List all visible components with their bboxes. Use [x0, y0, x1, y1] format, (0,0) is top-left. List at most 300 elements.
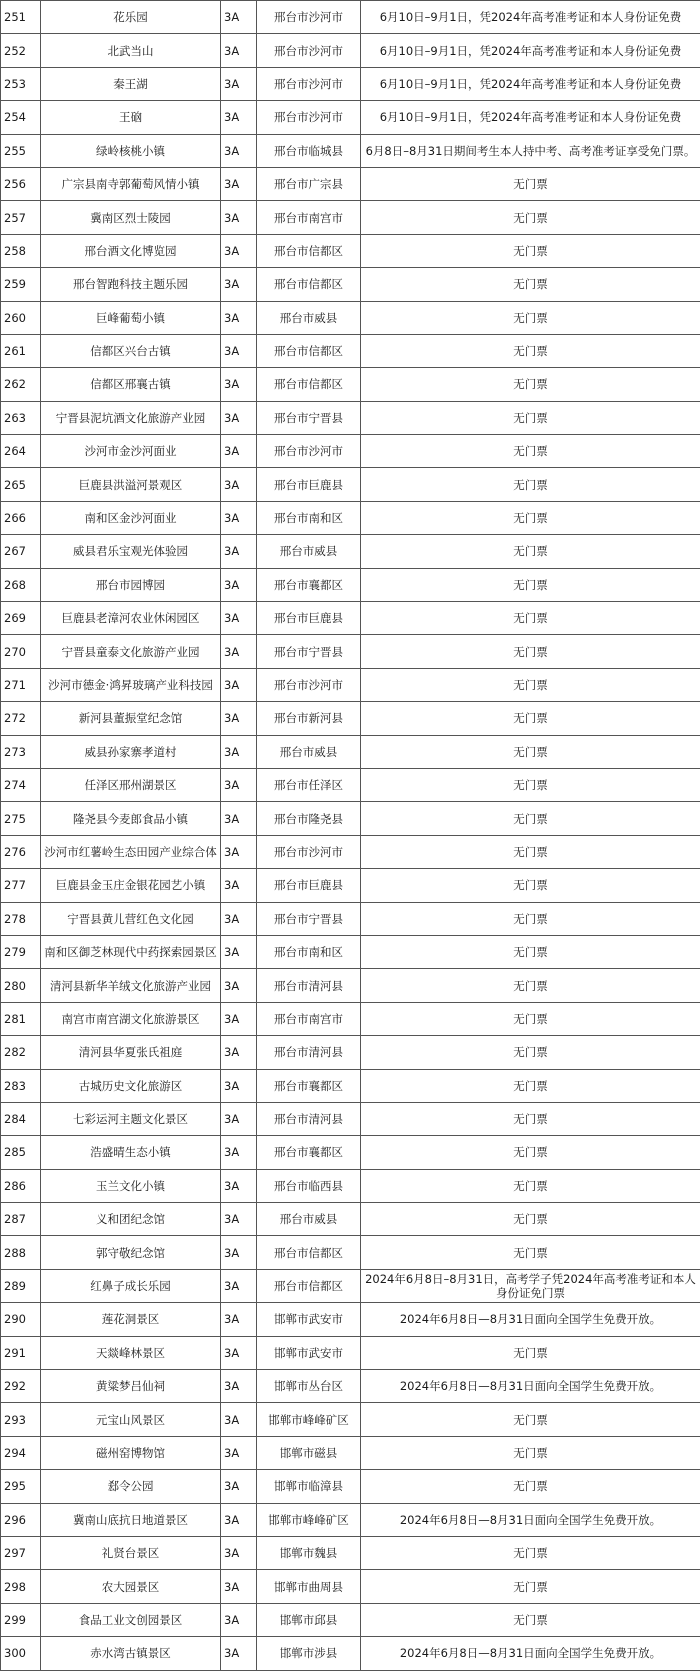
- ticket-policy-cell: 无门票: [361, 501, 700, 534]
- row-number-cell: 287: [1, 1203, 41, 1236]
- scenic-name-cell: 绿岭核桃小镇: [41, 134, 221, 167]
- scenic-name-cell: 天燚峰林景区: [41, 1336, 221, 1369]
- scenic-name-cell: 义和团纪念馆: [41, 1203, 221, 1236]
- scenic-level-cell: 3A: [221, 802, 257, 835]
- row-number-cell: 292: [1, 1370, 41, 1403]
- scenic-location-cell: 邢台市襄都区: [257, 568, 361, 601]
- scenic-location-cell: 邢台市南宫市: [257, 201, 361, 234]
- scenic-level-cell: 3A: [221, 1637, 257, 1670]
- row-number-cell: 261: [1, 334, 41, 367]
- scenic-level-cell: 3A: [221, 1336, 257, 1369]
- scenic-level-cell: 3A: [221, 1102, 257, 1135]
- ticket-policy-cell: 2024年6月8日–8月31日，高考学子凭2024年高考准考证和本人身份证免门票: [361, 1269, 700, 1302]
- table-row: [1, 1, 700, 34]
- ticket-policy-cell: 无门票: [361, 234, 700, 267]
- table-row: [1, 1637, 700, 1670]
- scenic-level-cell: 3A: [221, 735, 257, 768]
- row-number-cell: 270: [1, 635, 41, 668]
- scenic-name-cell: 任泽区邢州湖景区: [41, 768, 221, 801]
- ticket-policy-cell: 无门票: [361, 401, 700, 434]
- row-number-cell: 280: [1, 969, 41, 1002]
- table-row: [1, 1403, 700, 1436]
- scenic-name-cell: 磁州窑博物馆: [41, 1436, 221, 1469]
- row-number-cell: 273: [1, 735, 41, 768]
- ticket-policy-cell: 无门票: [361, 1069, 700, 1102]
- scenic-location-cell: 邢台市沙河市: [257, 835, 361, 868]
- scenic-name-cell: 巨鹿县老漳河农业休闲园区: [41, 602, 221, 635]
- scenic-name-cell: 冀南区烈士陵园: [41, 201, 221, 234]
- table-row: [1, 268, 700, 301]
- table-row: [1, 568, 700, 601]
- table-row: [1, 969, 700, 1002]
- row-number-cell: 263: [1, 401, 41, 434]
- scenic-name-cell: 邢台市园博园: [41, 568, 221, 601]
- ticket-policy-cell: 无门票: [361, 902, 700, 935]
- scenic-location-cell: 邢台市巨鹿县: [257, 869, 361, 902]
- scenic-name-cell: 宁晋县黄儿营红色文化园: [41, 902, 221, 935]
- scenic-name-cell: 信都区邢襄古镇: [41, 368, 221, 401]
- row-number-cell: 252: [1, 34, 41, 67]
- scenic-name-cell: 巨鹿县金玉庄金银花园艺小镇: [41, 869, 221, 902]
- scenic-level-cell: 3A: [221, 34, 257, 67]
- table-row: [1, 34, 700, 67]
- ticket-policy-cell: 无门票: [361, 201, 700, 234]
- scenic-level-cell: 3A: [221, 568, 257, 601]
- scenic-name-cell: 巨鹿县洪溢河景观区: [41, 468, 221, 501]
- ticket-policy-cell: 无门票: [361, 668, 700, 701]
- ticket-policy-cell: 无门票: [361, 768, 700, 801]
- scenic-level-cell: 3A: [221, 501, 257, 534]
- scenic-location-cell: 邢台市宁晋县: [257, 902, 361, 935]
- ticket-policy-cell: 无门票: [361, 568, 700, 601]
- row-number-cell: 257: [1, 201, 41, 234]
- scenic-level-cell: 3A: [221, 101, 257, 134]
- row-number-cell: 296: [1, 1503, 41, 1536]
- table-row: [1, 1169, 700, 1202]
- row-number-cell: 265: [1, 468, 41, 501]
- scenic-name-cell: 沙河市红薯岭生态田园产业综合体: [41, 835, 221, 868]
- table-row: [1, 635, 700, 668]
- row-number-cell: 262: [1, 368, 41, 401]
- scenic-level-cell: 3A: [221, 902, 257, 935]
- ticket-policy-cell: 无门票: [361, 969, 700, 1002]
- ticket-policy-cell: 无门票: [361, 1336, 700, 1369]
- ticket-policy-cell: 无门票: [361, 334, 700, 367]
- scenic-name-cell: 隆尧县今麦郎食品小镇: [41, 802, 221, 835]
- scenic-name-cell: 郄令公园: [41, 1470, 221, 1503]
- table-row: [1, 1603, 700, 1636]
- scenic-location-cell: 邢台市信都区: [257, 334, 361, 367]
- table-row: [1, 1436, 700, 1469]
- table-row: [1, 1069, 700, 1102]
- scenic-name-cell: 黄粱梦吕仙祠: [41, 1370, 221, 1403]
- scenic-location-cell: 邢台市信都区: [257, 268, 361, 301]
- row-number-cell: 300: [1, 1637, 41, 1670]
- ticket-policy-cell: 6月8日–8月31日期间考生本人持中考、高考准考证享受免门票。: [361, 134, 700, 167]
- scenic-name-cell: 食品工业文创园景区: [41, 1603, 221, 1636]
- scenic-level-cell: 3A: [221, 969, 257, 1002]
- ticket-policy-cell: 无门票: [361, 435, 700, 468]
- scenic-name-cell: 沙河市德金·鸿昇玻璃产业科技园: [41, 668, 221, 701]
- scenic-location-cell: 邢台市信都区: [257, 1269, 361, 1302]
- row-number-cell: 285: [1, 1136, 41, 1169]
- scenic-level-cell: 3A: [221, 268, 257, 301]
- row-number-cell: 268: [1, 568, 41, 601]
- scenic-name-cell: 威县孙家寨孝道村: [41, 735, 221, 768]
- ticket-policy-cell: 无门票: [361, 167, 700, 200]
- row-number-cell: 297: [1, 1536, 41, 1569]
- scenic-name-cell: 邢台智跑科技主题乐园: [41, 268, 221, 301]
- scenic-level-cell: 3A: [221, 401, 257, 434]
- scenic-level-cell: 3A: [221, 935, 257, 968]
- row-number-cell: 275: [1, 802, 41, 835]
- scenic-location-cell: 邢台市广宗县: [257, 167, 361, 200]
- scenic-location-cell: 邢台市清河县: [257, 969, 361, 1002]
- row-number-cell: 266: [1, 501, 41, 534]
- scenic-name-cell: 王硇: [41, 101, 221, 134]
- table-row: [1, 835, 700, 868]
- scenic-level-cell: 3A: [221, 435, 257, 468]
- scenic-name-cell: 红鼻子成长乐园: [41, 1269, 221, 1302]
- scenic-location-cell: 邯郸市临漳县: [257, 1470, 361, 1503]
- ticket-policy-cell: 2024年6月8日—8月31日面向全国学生免费开放。: [361, 1503, 700, 1536]
- scenic-level-cell: 3A: [221, 702, 257, 735]
- scenic-level-cell: 3A: [221, 1002, 257, 1035]
- scenic-level-cell: 3A: [221, 1570, 257, 1603]
- scenic-level-cell: 3A: [221, 1236, 257, 1269]
- row-number-cell: 290: [1, 1303, 41, 1336]
- table-row: [1, 1269, 700, 1302]
- scenic-name-cell: 沙河市金沙河面业: [41, 435, 221, 468]
- table-row: [1, 334, 700, 367]
- row-number-cell: 291: [1, 1336, 41, 1369]
- scenic-location-cell: 邢台市清河县: [257, 1036, 361, 1069]
- row-number-cell: 258: [1, 234, 41, 267]
- ticket-policy-cell: 无门票: [361, 468, 700, 501]
- row-number-cell: 295: [1, 1470, 41, 1503]
- ticket-policy-cell: 无门票: [361, 1102, 700, 1135]
- ticket-policy-cell: 无门票: [361, 1603, 700, 1636]
- row-number-cell: 298: [1, 1570, 41, 1603]
- ticket-policy-cell: 无门票: [361, 1536, 700, 1569]
- scenic-location-cell: 邢台市任泽区: [257, 768, 361, 801]
- table-row: [1, 501, 700, 534]
- row-number-cell: 282: [1, 1036, 41, 1069]
- scenic-level-cell: 3A: [221, 334, 257, 367]
- scenic-name-cell: 北武当山: [41, 34, 221, 67]
- scenic-level-cell: 3A: [221, 1536, 257, 1569]
- row-number-cell: 277: [1, 869, 41, 902]
- table-row: [1, 368, 700, 401]
- scenic-location-cell: 邢台市临城县: [257, 134, 361, 167]
- row-number-cell: 279: [1, 935, 41, 968]
- scenic-level-cell: 3A: [221, 1603, 257, 1636]
- row-number-cell: 288: [1, 1236, 41, 1269]
- scenic-level-cell: 3A: [221, 835, 257, 868]
- ticket-policy-cell: 无门票: [361, 1436, 700, 1469]
- table-row: [1, 1336, 700, 1369]
- scenic-level-cell: 3A: [221, 368, 257, 401]
- table-row: [1, 435, 700, 468]
- scenic-location-cell: 邢台市临西县: [257, 1169, 361, 1202]
- scenic-name-cell: 赤水湾古镇景区: [41, 1637, 221, 1670]
- table-row: [1, 101, 700, 134]
- ticket-policy-cell: 无门票: [361, 702, 700, 735]
- scenic-level-cell: 3A: [221, 1303, 257, 1336]
- scenic-name-cell: 古城历史文化旅游区: [41, 1069, 221, 1102]
- ticket-policy-cell: 无门票: [361, 1236, 700, 1269]
- scenic-location-cell: 邢台市新河县: [257, 702, 361, 735]
- scenic-name-cell: 邢台酒文化博览园: [41, 234, 221, 267]
- ticket-policy-cell: 无门票: [361, 869, 700, 902]
- scenic-name-cell: 元宝山风景区: [41, 1403, 221, 1436]
- scenic-location-cell: 邢台市沙河市: [257, 435, 361, 468]
- scenic-level-cell: 3A: [221, 869, 257, 902]
- scenic-name-cell: 南和区金沙河面业: [41, 501, 221, 534]
- scenic-name-cell: 冀南山底抗日地道景区: [41, 1503, 221, 1536]
- scenic-location-cell: 邢台市南宫市: [257, 1002, 361, 1035]
- ticket-policy-cell: 无门票: [361, 535, 700, 568]
- row-number-cell: 256: [1, 167, 41, 200]
- table-row: [1, 468, 700, 501]
- scenic-name-cell: 宁晋县童泰文化旅游产业园: [41, 635, 221, 668]
- row-number-cell: 253: [1, 67, 41, 100]
- row-number-cell: 251: [1, 1, 41, 34]
- scenic-location-cell: 邢台市隆尧县: [257, 802, 361, 835]
- ticket-policy-cell: 无门票: [361, 735, 700, 768]
- scenic-location-cell: 邢台市信都区: [257, 234, 361, 267]
- scenic-level-cell: 3A: [221, 1269, 257, 1302]
- row-number-cell: 274: [1, 768, 41, 801]
- row-number-cell: 284: [1, 1102, 41, 1135]
- scenic-level-cell: 3A: [221, 1203, 257, 1236]
- row-number-cell: 260: [1, 301, 41, 334]
- scenic-name-cell: 清河县新华羊绒文化旅游产业园: [41, 969, 221, 1002]
- table-row: [1, 535, 700, 568]
- table-row: [1, 167, 700, 200]
- scenic-location-cell: 邯郸市曲周县: [257, 1570, 361, 1603]
- ticket-policy-cell: 无门票: [361, 1036, 700, 1069]
- ticket-policy-cell: 无门票: [361, 802, 700, 835]
- scenic-name-cell: 花乐园: [41, 1, 221, 34]
- ticket-policy-cell: 2024年6月8日—8月31日面向全国学生免费开放。: [361, 1637, 700, 1670]
- scenic-location-cell: 邢台市清河县: [257, 1102, 361, 1135]
- ticket-policy-cell: 无门票: [361, 602, 700, 635]
- ticket-policy-cell: 6月10日–9月1日，凭2024年高考准考证和本人身份证免费: [361, 34, 700, 67]
- table-row: [1, 67, 700, 100]
- row-number-cell: 254: [1, 101, 41, 134]
- table-row: [1, 1503, 700, 1536]
- row-number-cell: 276: [1, 835, 41, 868]
- scenic-name-cell: 浩盛晴生态小镇: [41, 1136, 221, 1169]
- scenic-name-cell: 七彩运河主题文化景区: [41, 1102, 221, 1135]
- table-row: [1, 201, 700, 234]
- scenic-location-cell: 邢台市沙河市: [257, 67, 361, 100]
- ticket-policy-cell: 无门票: [361, 1470, 700, 1503]
- table-row: [1, 802, 700, 835]
- row-number-cell: 283: [1, 1069, 41, 1102]
- scenic-name-cell: 玉兰文化小镇: [41, 1169, 221, 1202]
- row-number-cell: 299: [1, 1603, 41, 1636]
- scenic-level-cell: 3A: [221, 468, 257, 501]
- scenic-location-cell: 邢台市威县: [257, 301, 361, 334]
- table-row: [1, 1470, 700, 1503]
- row-number-cell: 271: [1, 668, 41, 701]
- scenic-location-cell: 邯郸市邱县: [257, 1603, 361, 1636]
- table-row: [1, 1236, 700, 1269]
- scenic-location-cell: 邢台市沙河市: [257, 1, 361, 34]
- ticket-policy-cell: 无门票: [361, 268, 700, 301]
- table-row: [1, 301, 700, 334]
- ticket-policy-cell: 无门票: [361, 935, 700, 968]
- scenic-level-cell: 3A: [221, 1370, 257, 1403]
- scenic-level-cell: 3A: [221, 67, 257, 100]
- scenic-level-cell: 3A: [221, 134, 257, 167]
- row-number-cell: 293: [1, 1403, 41, 1436]
- scenic-location-cell: 邢台市威县: [257, 1203, 361, 1236]
- table-row: [1, 1370, 700, 1403]
- scenic-location-cell: 邢台市沙河市: [257, 34, 361, 67]
- scenic-location-cell: 邢台市南和区: [257, 501, 361, 534]
- ticket-policy-cell: 无门票: [361, 301, 700, 334]
- scenic-level-cell: 3A: [221, 535, 257, 568]
- table-row: [1, 668, 700, 701]
- scenic-level-cell: 3A: [221, 1, 257, 34]
- table-body: [1, 1, 700, 1671]
- scenic-level-cell: 3A: [221, 668, 257, 701]
- scenic-name-cell: 信都区兴台古镇: [41, 334, 221, 367]
- table-row: [1, 1002, 700, 1035]
- scenic-level-cell: 3A: [221, 1403, 257, 1436]
- scenic-level-cell: 3A: [221, 301, 257, 334]
- ticket-policy-cell: 6月10日–9月1日，凭2024年高考准考证和本人身份证免费: [361, 1, 700, 34]
- table-row: [1, 1570, 700, 1603]
- row-number-cell: 267: [1, 535, 41, 568]
- scenic-location-cell: 邢台市巨鹿县: [257, 468, 361, 501]
- row-number-cell: 255: [1, 134, 41, 167]
- row-number-cell: 264: [1, 435, 41, 468]
- ticket-policy-cell: 6月10日–9月1日，凭2024年高考准考证和本人身份证免费: [361, 67, 700, 100]
- table-row: [1, 1102, 700, 1135]
- scenic-name-cell: 威县君乐宝观光体验园: [41, 535, 221, 568]
- scenic-name-cell: 清河县华夏张氏祖庭: [41, 1036, 221, 1069]
- scenic-location-cell: 邯郸市武安市: [257, 1303, 361, 1336]
- ticket-policy-cell: 无门票: [361, 368, 700, 401]
- row-number-cell: 272: [1, 702, 41, 735]
- scenic-level-cell: 3A: [221, 768, 257, 801]
- table-row: [1, 602, 700, 635]
- scenic-name-cell: 莲花洞景区: [41, 1303, 221, 1336]
- scenic-name-cell: 农大园景区: [41, 1570, 221, 1603]
- scenic-level-cell: 3A: [221, 602, 257, 635]
- ticket-policy-cell: 无门票: [361, 635, 700, 668]
- table-row: [1, 1303, 700, 1336]
- scenic-level-cell: 3A: [221, 1169, 257, 1202]
- scenic-name-cell: 广宗县南寺郭葡萄风情小镇: [41, 167, 221, 200]
- ticket-policy-cell: 无门票: [361, 1002, 700, 1035]
- ticket-policy-cell: 2024年6月8日—8月31日面向全国学生免费开放。: [361, 1370, 700, 1403]
- scenic-level-cell: 3A: [221, 234, 257, 267]
- ticket-policy-cell: 6月10日–9月1日，凭2024年高考准考证和本人身份证免费: [361, 101, 700, 134]
- scenic-location-cell: 邢台市宁晋县: [257, 401, 361, 434]
- scenic-location-cell: 邢台市巨鹿县: [257, 602, 361, 635]
- scenic-level-cell: 3A: [221, 1503, 257, 1536]
- table-row: [1, 401, 700, 434]
- scenic-level-cell: 3A: [221, 167, 257, 200]
- scenic-location-cell: 邢台市宁晋县: [257, 635, 361, 668]
- scenic-name-cell: 秦王湖: [41, 67, 221, 100]
- scenic-level-cell: 3A: [221, 1436, 257, 1469]
- ticket-policy-cell: 无门票: [361, 835, 700, 868]
- row-number-cell: 278: [1, 902, 41, 935]
- table-row: [1, 1036, 700, 1069]
- table-row: [1, 234, 700, 267]
- scenic-location-cell: 邢台市襄都区: [257, 1136, 361, 1169]
- scenic-level-cell: 3A: [221, 1470, 257, 1503]
- scenic-name-cell: 巨峰葡萄小镇: [41, 301, 221, 334]
- table-row: [1, 1203, 700, 1236]
- scenic-location-cell: 邯郸市魏县: [257, 1536, 361, 1569]
- table-row: [1, 869, 700, 902]
- table-row: [1, 702, 700, 735]
- ticket-policy-cell: 无门票: [361, 1570, 700, 1603]
- scenic-name-cell: 南和区御芝林现代中药探索园景区: [41, 935, 221, 968]
- scenic-level-cell: 3A: [221, 1069, 257, 1102]
- table-row: [1, 1136, 700, 1169]
- row-number-cell: 294: [1, 1436, 41, 1469]
- scenic-location-cell: 邢台市襄都区: [257, 1069, 361, 1102]
- scenic-location-cell: 邯郸市磁县: [257, 1436, 361, 1469]
- scenic-location-cell: 邢台市沙河市: [257, 668, 361, 701]
- table-row: [1, 935, 700, 968]
- scenic-location-cell: 邢台市威县: [257, 535, 361, 568]
- scenic-location-cell: 邢台市南和区: [257, 935, 361, 968]
- scenic-location-cell: 邢台市威县: [257, 735, 361, 768]
- ticket-policy-cell: 无门票: [361, 1403, 700, 1436]
- table-row: [1, 1536, 700, 1569]
- scenic-location-cell: 邢台市信都区: [257, 368, 361, 401]
- scenic-name-cell: 礼贤台景区: [41, 1536, 221, 1569]
- scenic-level-cell: 3A: [221, 1036, 257, 1069]
- table-row: [1, 735, 700, 768]
- table-row: [1, 768, 700, 801]
- scenic-name-cell: 郭守敬纪念馆: [41, 1236, 221, 1269]
- row-number-cell: 286: [1, 1169, 41, 1202]
- scenic-location-cell: 邢台市信都区: [257, 1236, 361, 1269]
- row-number-cell: 289: [1, 1269, 41, 1302]
- scenic-name-cell: 宁晋县泥坑酒文化旅游产业园: [41, 401, 221, 434]
- scenic-level-cell: 3A: [221, 1136, 257, 1169]
- ticket-policy-cell: 2024年6月8日—8月31日面向全国学生免费开放。: [361, 1303, 700, 1336]
- scenic-level-cell: 3A: [221, 635, 257, 668]
- table-row: [1, 902, 700, 935]
- scenic-location-cell: 邯郸市涉县: [257, 1637, 361, 1670]
- ticket-policy-cell: 无门票: [361, 1169, 700, 1202]
- row-number-cell: 259: [1, 268, 41, 301]
- scenic-location-cell: 邯郸市峰峰矿区: [257, 1403, 361, 1436]
- scenic-location-cell: 邯郸市丛台区: [257, 1370, 361, 1403]
- table-row: [1, 134, 700, 167]
- scenic-location-cell: 邯郸市武安市: [257, 1336, 361, 1369]
- scenic-location-cell: 邢台市沙河市: [257, 101, 361, 134]
- scenic-name-cell: 南宫市南宫湖文化旅游景区: [41, 1002, 221, 1035]
- scenic-name-cell: 新河县董振堂纪念馆: [41, 702, 221, 735]
- row-number-cell: 281: [1, 1002, 41, 1035]
- ticket-policy-cell: 无门票: [361, 1203, 700, 1236]
- row-number-cell: 269: [1, 602, 41, 635]
- ticket-policy-cell: 无门票: [361, 1136, 700, 1169]
- scenic-location-cell: 邯郸市峰峰矿区: [257, 1503, 361, 1536]
